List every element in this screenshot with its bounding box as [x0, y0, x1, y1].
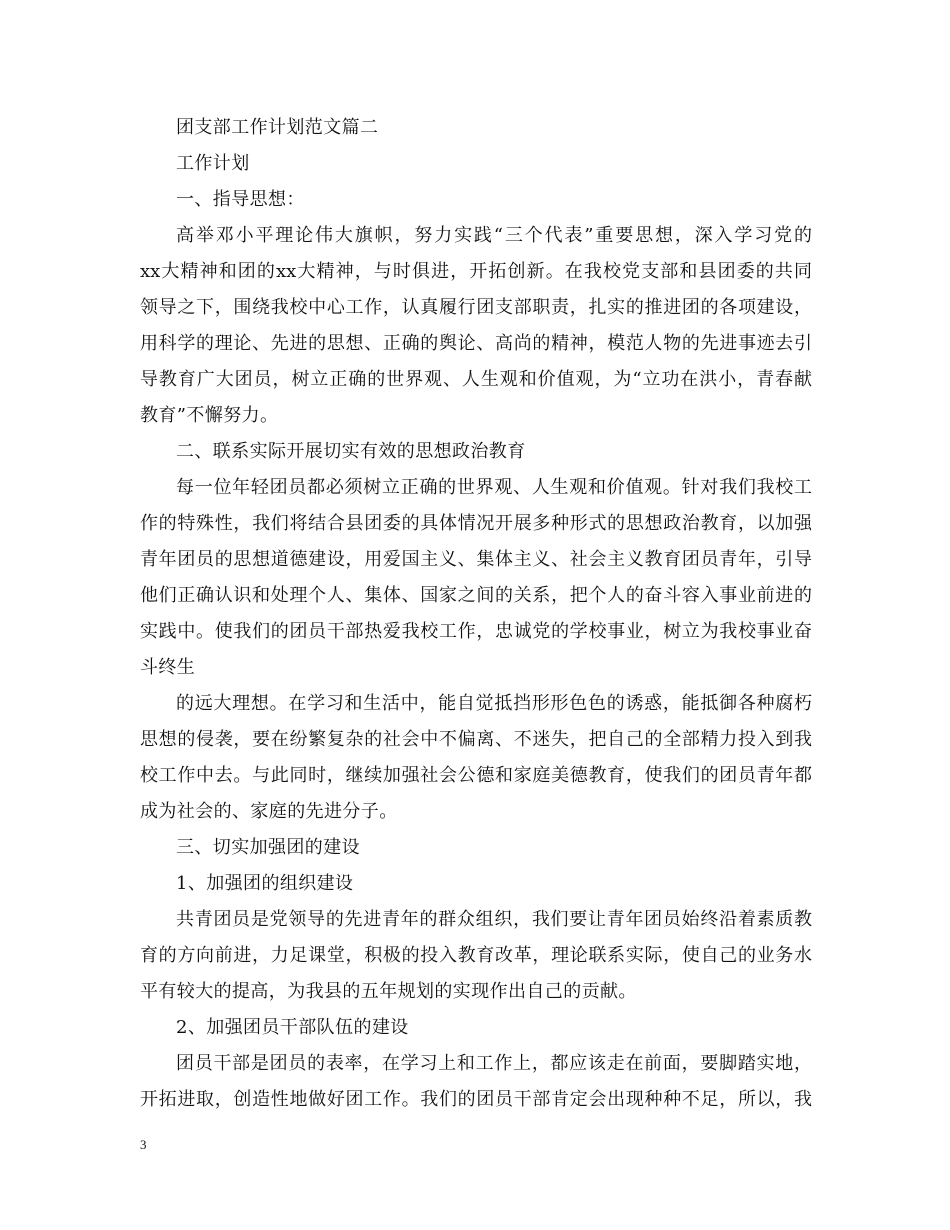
paragraph-line: 思想的侵袭，要在纷繁复杂的社会中不偏离、不迷失，把自己的全部精力投入到我	[140, 729, 812, 750]
section-heading: 二、联系实际开展切实有效的思想政治教育	[176, 441, 526, 462]
section-heading: 三、切实加强团的建设	[176, 837, 360, 858]
document-body	[140, 110, 812, 1118]
subsection-heading: 2、加强团员干部队伍的建设	[176, 1017, 409, 1038]
paragraph-line: 开拓进取，创造性地做好团工作。我们的团员干部肯定会出现种种不足，所以，我	[140, 1089, 812, 1110]
paragraph-line: 成为社会的、家庭的先进分子。	[140, 801, 398, 822]
paragraph-line: 实践中。使我们的团员干部热爱我校工作，忠诚党的学校事业，树立为我校事业奋	[140, 621, 812, 642]
paragraph-line: 的远大理想。在学习和生活中，能自觉抵挡形形色色的诱惑，能抵御各种腐朽	[176, 693, 812, 714]
section-heading: 一、指导思想：	[176, 189, 305, 210]
paragraph-line: 作的特殊性，我们将结合县团委的具体情况开展多种形式的思想政治教育，以加强	[140, 513, 812, 534]
section-heading: 工作计划	[176, 153, 250, 174]
paragraph-line: 用科学的理论、先进的思想、正确的舆论、高尚的精神，模范人物的先进事迹去引	[140, 333, 812, 354]
paragraph-line: 育的方向前进，力足课堂，积极的投入教育改革，理论联系实际，使自己的业务水	[140, 945, 812, 966]
paragraph-line: 他们正确认识和处理个人、集体、国家之间的关系，把个人的奋斗容入事业前进的	[140, 585, 812, 606]
paragraph-line: 平有较大的提高，为我县的五年规划的实现作出自己的贡献。	[140, 981, 637, 1002]
paragraph-line: 高举邓小平理论伟大旗帜，努力实践“三个代表”重要思想，深入学习党的	[176, 225, 812, 246]
paragraph-line: 每一位年轻团员都必须树立正确的世界观、人生观和价值观。针对我们我校工	[176, 477, 812, 498]
paragraph-line: 教育”不懈努力。	[140, 405, 279, 426]
paragraph-line: 共青团员是党领导的先进青年的群众组织，我们要让青年团员始终沿着素质教	[176, 909, 812, 930]
paragraph-line: 导教育广大团员，树立正确的世界观、人生观和价值观，为“立功在洪小，青春献	[140, 369, 812, 390]
subsection-heading: 1、加强团的组织建设	[176, 873, 354, 894]
paragraph-line: 校工作中去。与此同时，继续加强社会公德和家庭美德教育，使我们的团员青年都	[140, 765, 812, 786]
page-number: 3	[140, 1137, 147, 1152]
paragraph-line: 斗终生	[140, 657, 196, 678]
paragraph-line: xx大精神和团的xx大精神，与时俱进，开拓创新。在我校党支部和县团委的共同	[140, 261, 812, 282]
paragraph-line: 领导之下，围绕我校中心工作，认真履行团支部职责，扎实的推进团的各项建设，	[140, 297, 812, 318]
paragraph-line: 团员干部是团员的表率，在学习上和工作上，都应该走在前面，要脚踏实地，	[176, 1053, 812, 1074]
paragraph-line: 青年团员的思想道德建设，用爱国主义、集体主义、社会主义教育团员青年，引导	[140, 549, 812, 570]
document-title: 团支部工作计划范文篇二	[176, 117, 379, 138]
